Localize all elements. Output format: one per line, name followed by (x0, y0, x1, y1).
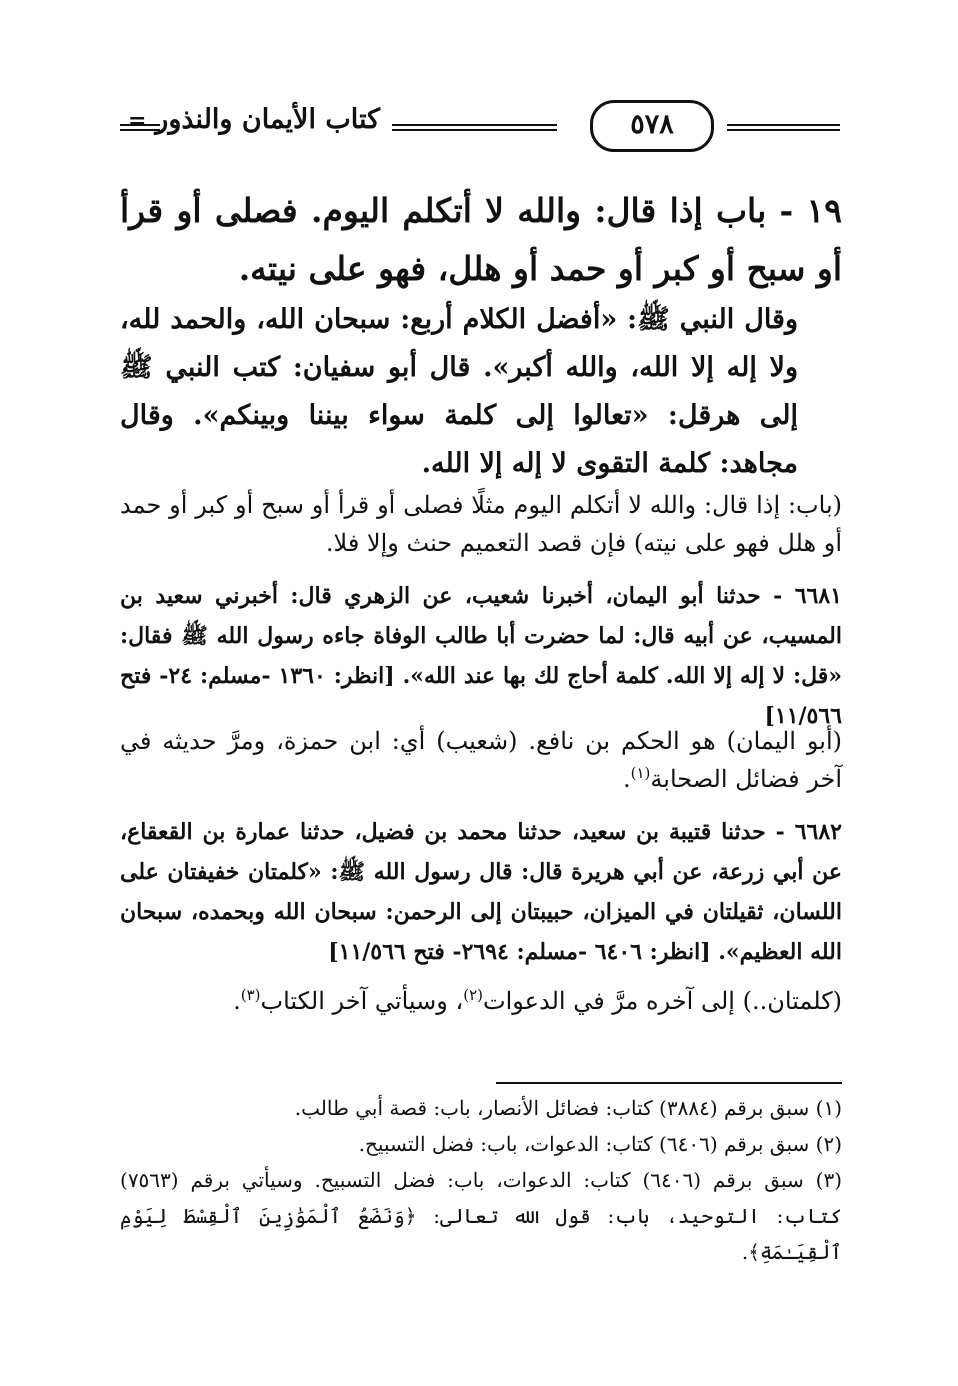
footnotes (120, 1090, 842, 1270)
header-dash: = (128, 108, 147, 134)
footnote-3: (٣) سبق برقم (٦٤٠٦) كتاب: الدعوات، باب: فضل التسبيح. وسيأتي برقم (٧٥٦٣) كتاب: التوحيد، باب: قول الله تعالى: ﴿وَنَضَعُ ٱلْمَوَٰزِينَ ٱلْقِسْطَ لِيَوْمِ ٱلْقِيَـٰمَةِ﴾. (120, 1168, 842, 1264)
footnote-marker[interactable]: (٢) (463, 986, 483, 1004)
hadith-6682: ٦٦٨٢ - حدثنا قتيبة بن سعيد، حدثنا محمد بن فضيل، حدثنا عمارة بن القعقاع، عن أبي زرعة، عن أبي هريرة قال: قال رسول الله ﷺ: «كلمتان خفيفتان على اللسان، ثقيلتان في الميزان، حبيبتان إلى الرحمن: سبحان الله وبحمده، سبحان الله العظيم». [انظر: ٦٤٠٦ -مسلم: ٢٦٩٤- فتح ١١/٥٦٦] (120, 819, 842, 965)
chapter-quote: وقال النبي ﷺ: «أفضل الكلام أربع: سبحان الله، والحمد لله، ولا إله إلا الله، والله أكبر». قال أبو سفيان: كتب النبي ﷺ إلى هرقل: «تعالوا إلى كلمة سواء بيننا وبينكم». وقال مجاهد: كلمة التقوى لا إله إلا الله. (120, 304, 798, 479)
footnote-marker[interactable]: (٣) (240, 986, 261, 1004)
commentary-end: . (622, 765, 631, 793)
chapter-heading: ١٩ - باب إذا قال: والله لا أتكلم اليوم. فصلى أو قرأ أو سبح أو كبر أو حمد أو هلل، فهو على نيته. (120, 191, 842, 288)
footnote-1: (١) سبق برقم (٣٨٨٤) كتاب: فضائل الأنصار، باب: قصة أبي طالب. (294, 1096, 842, 1120)
commentary-paragraph (120, 982, 842, 1020)
header-rule-middle (392, 124, 557, 131)
commentary-end: . (233, 987, 241, 1015)
header-rule-right (727, 124, 840, 131)
footnote-separator (496, 1082, 842, 1084)
footnote-marker[interactable]: (١) (630, 764, 651, 782)
commentary-text: ، وسيأتي آخر الكتاب (260, 987, 464, 1015)
commentary-text: (أبو اليمان) هو الحكم بن نافع. (شعيب) أي: ابن حمزة، ومرَّ حديثه في آخر فضائل الصحابة (120, 727, 842, 793)
page-number: ٥٧٨ (590, 100, 714, 152)
commentary-paragraph: (باب: إذا قال: والله لا أتكلم اليوم مثلًا فصلى أو قرأ أو سبح أو كبر أو حمد أو هلل فهو على نيته) فإن قصد التعميم حنث وإلا فلا. (120, 491, 842, 557)
page-header (120, 100, 840, 160)
running-title: كتاب الأيمان والنذور (155, 104, 380, 135)
hadith-6681: ٦٦٨١ - حدثنا أبو اليمان، أخبرنا شعيب، عن الزهري قال: أخبرني سعيد بن المسيب، عن أبيه قال: لما حضرت أبا طالب الوفاة جاءه رسول الله ﷺ فقال: «قل: لا إله إلا الله. كلمة أحاج لك بها عند الله». [انظر: ١٣٦٠ -مسلم: ٢٤- فتح ١١/٥٦٦] (120, 583, 842, 729)
commentary-text: (كلمتان..) إلى آخره مرَّ في الدعوات (483, 987, 842, 1015)
footnote-2: (٢) سبق برقم (٦٤٠٦) كتاب: الدعوات، باب: فضل التسبيح. (358, 1132, 842, 1156)
commentary-paragraph (120, 722, 842, 798)
